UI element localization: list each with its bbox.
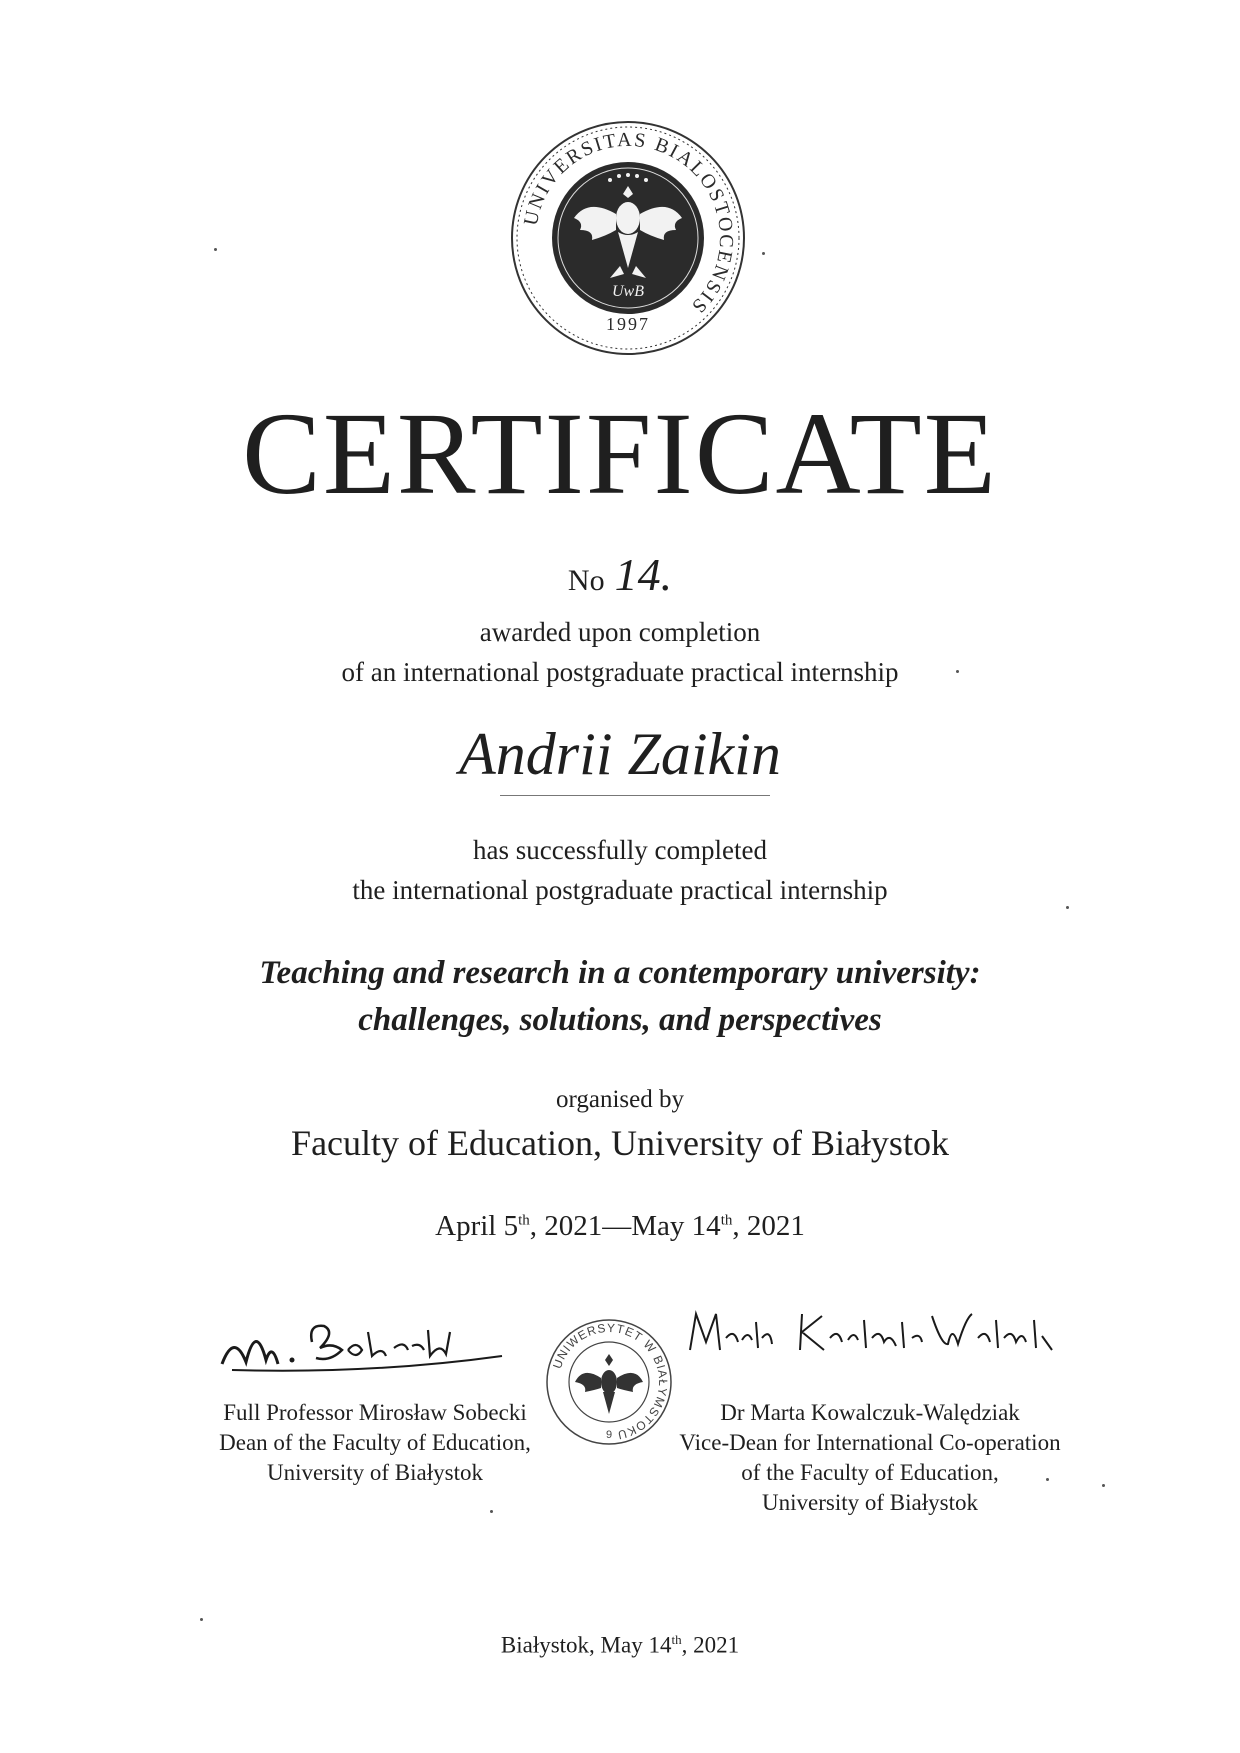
internship-dates <box>0 1210 1240 1243</box>
dean-name: Full Professor Mirosław Sobecki <box>223 1400 527 1425</box>
scan-speck <box>762 252 765 255</box>
course-title-line-2: challenges, solutions, and perspectives <box>358 1002 882 1038</box>
recipient-name: Andrii Zaikin <box>459 721 781 787</box>
recipient-underline <box>500 795 770 796</box>
vice-dean-signatory-block <box>650 1398 1090 1518</box>
intro-line-2: of an international postgraduate practical internship <box>341 657 899 687</box>
scan-speck <box>200 1618 203 1621</box>
scan-speck <box>1046 1478 1049 1481</box>
certificate-title: CERTIFICATE <box>242 388 998 519</box>
scan-speck <box>956 670 959 673</box>
seal-monogram: UwB <box>612 283 644 300</box>
completed-line-2: the international postgraduate practical internship <box>352 875 888 905</box>
intro-line-1: awarded upon completion <box>479 617 761 647</box>
stamp-ring-text: UNIWERSYTET W BIAŁYMSTOKU <box>550 1320 671 1443</box>
dean-title: Dean of the Faculty of Education, <box>219 1430 531 1455</box>
vice-dean-university: University of Białystok <box>762 1490 978 1515</box>
stamp-mark: 9 <box>605 1429 613 1441</box>
organised-by: organised by <box>556 1086 684 1113</box>
end-year: , 2021 <box>732 1210 805 1242</box>
course-title-line-1: Teaching and research in a contemporary university: <box>259 955 981 991</box>
dean-signatory-block <box>200 1398 550 1488</box>
vice-dean-name: Dr Marta Kowalczuk-Walędziak <box>720 1400 1020 1425</box>
start-day: April 5 <box>435 1210 519 1242</box>
start-ordinal: th <box>518 1212 530 1229</box>
dean-university: University of Białystok <box>267 1460 483 1485</box>
seal-year: 1997 <box>606 314 650 334</box>
end-ordinal: th <box>720 1212 733 1229</box>
certificate-number <box>0 548 1240 601</box>
number-label: No <box>567 564 605 597</box>
place-and-date <box>0 1632 1240 1659</box>
scan-speck <box>490 1510 493 1513</box>
vice-dean-title: Vice-Dean for International Co-operation <box>679 1430 1061 1455</box>
vice-dean-faculty: of the Faculty of Education, <box>741 1460 999 1485</box>
footer-ordinal: th <box>671 1632 682 1647</box>
range-middle: , 2021—May 14 <box>529 1210 721 1242</box>
scan-speck <box>1102 1484 1105 1487</box>
completed-line-1: has successfully completed <box>473 835 767 865</box>
university-seal-logo <box>508 118 748 358</box>
seal-ring-text: UNIVERSITAS BIALOSTOCENSIS <box>519 128 738 319</box>
footer-place-date: Białystok, May 14 <box>500 1632 672 1658</box>
dean-signature <box>212 1302 552 1382</box>
scan-speck <box>1066 906 1069 909</box>
organising-faculty: Faculty of Education, University of Białystok <box>291 1123 949 1163</box>
number-value: 14. <box>614 549 673 600</box>
vice-dean-signature <box>682 1300 1062 1370</box>
scan-speck <box>214 248 217 251</box>
footer-year: , 2021 <box>681 1632 740 1658</box>
